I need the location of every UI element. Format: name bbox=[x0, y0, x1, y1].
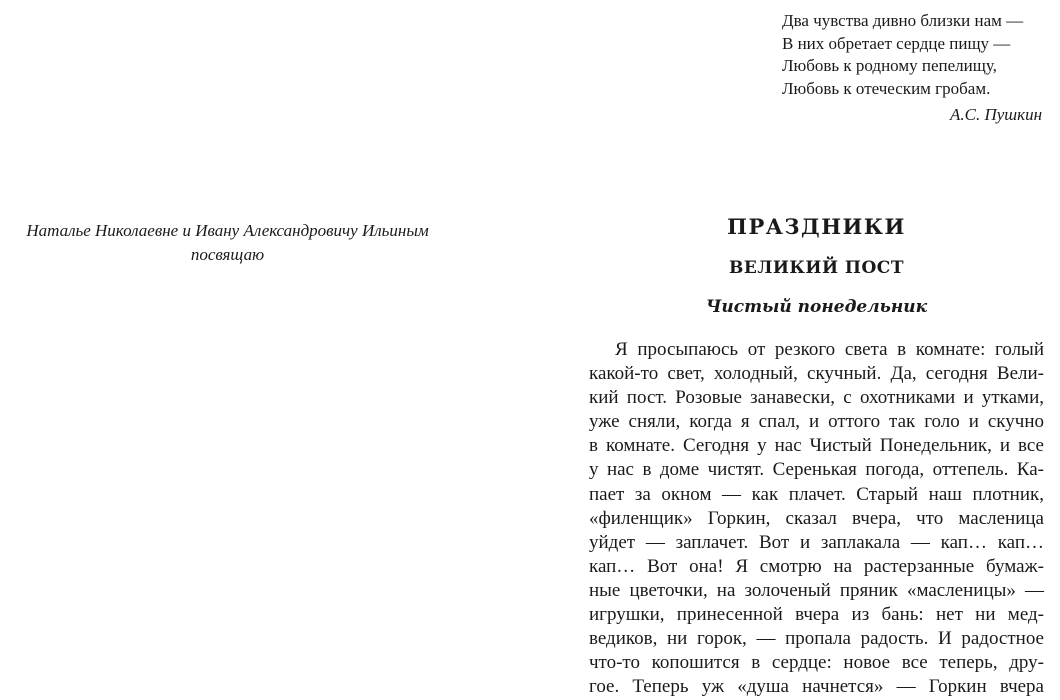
body-line: гое. Теперь уж «душа начнется» — Горкин вчера bbox=[589, 676, 1044, 698]
epigraph-line: Любовь к родному пепелищу, bbox=[782, 56, 997, 75]
body-line: что-то копошится в сердце: новое все теперь, дру- bbox=[589, 652, 1044, 674]
dedication-line: Наталье Николаевне и Ивану Александровичу Ильиным bbox=[26, 221, 429, 240]
body-line: уйдет — заплачет. Вот и заплакала — кап… кап… bbox=[589, 531, 1044, 553]
epigraph-author: А.С. Пушкин bbox=[949, 105, 1042, 124]
epigraph-line: В них обретает сердце пищу — bbox=[782, 33, 1011, 53]
body-line: ные цветочки, на золоченый пряник «масленицы» — bbox=[589, 579, 1044, 601]
subsection-title: ВЕЛИКИЙ ПОСТ bbox=[729, 258, 904, 278]
chapter-title: Чистый понедельник bbox=[705, 297, 928, 317]
body-line: пает за окном — как плачет. Старый наш плотник, bbox=[589, 483, 1044, 505]
body-line: кий пост. Розовые занавески, с охотниками и утками, bbox=[589, 387, 1044, 409]
epigraph-line: Два чувства дивно близки нам — bbox=[782, 11, 1024, 30]
dedication-line: посвящаю bbox=[190, 245, 265, 264]
body-line: «филенщик» Горкин, сказал вчера, что масленица bbox=[589, 507, 1044, 529]
body-text bbox=[589, 338, 1044, 699]
body-line: у нас в доме чистят. Серенькая погода, оттепель. Ка- bbox=[589, 459, 1044, 481]
epigraph-line: Любовь к отеческим гробам. bbox=[782, 78, 991, 98]
body-line: уже сняли, когда я спал, и оттого так голо и скучно bbox=[589, 411, 1044, 433]
epigraph bbox=[782, 10, 1044, 127]
body-line: ведиков, ни горок, — пропала радость. И радостное bbox=[589, 628, 1044, 650]
dedication bbox=[0, 219, 455, 267]
body-line: какой-то свет, холодный, скучный. Да, сегодня Вели- bbox=[589, 363, 1044, 385]
body-line: в комнате. Сегодня у нас Чистый Понедельник, и все bbox=[589, 435, 1044, 457]
body-line: игрушки, принесенной вчера из бань: нет ни мед- bbox=[589, 604, 1044, 626]
body-line: кап… Вот она! Я смотрю на растерзанные бумаж- bbox=[589, 555, 1044, 577]
body-line: Я просыпаюсь от резкого света в комнате: голый bbox=[615, 339, 1044, 360]
section-title: ПРАЗДНИКИ bbox=[727, 214, 906, 239]
